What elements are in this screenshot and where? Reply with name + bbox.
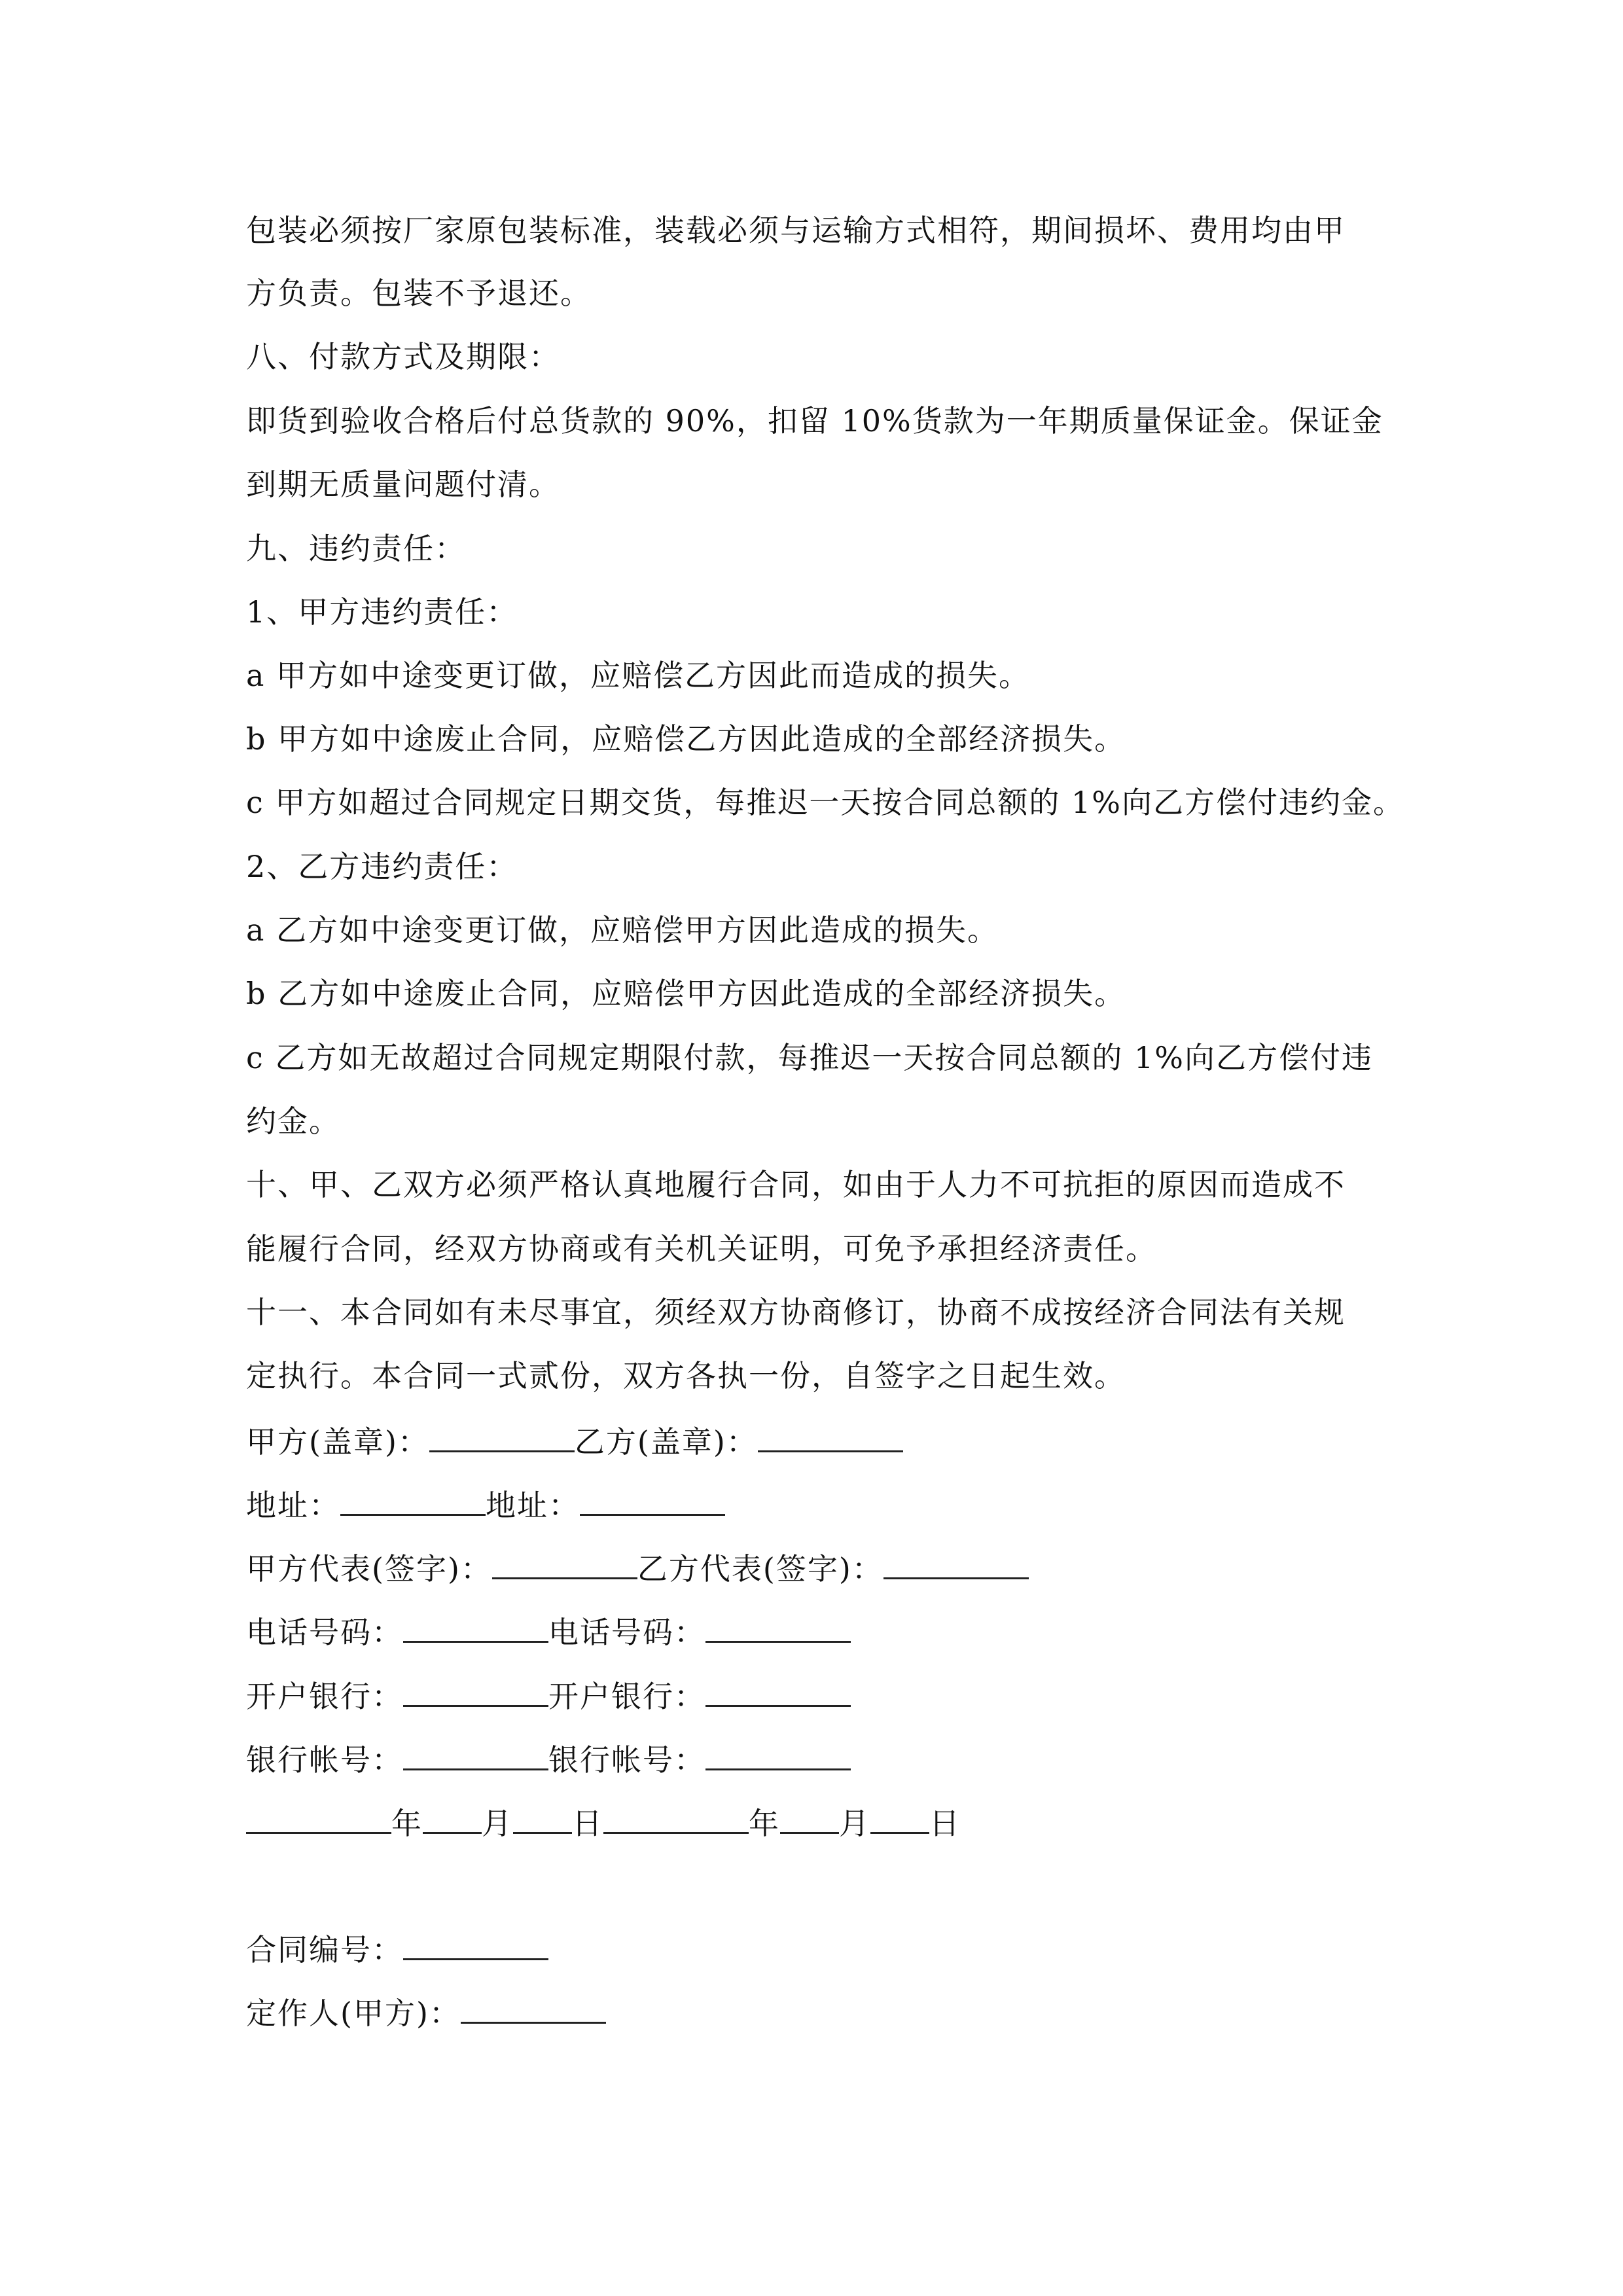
- party-b-address-blank[interactable]: [580, 1485, 725, 1516]
- clause-line: a 甲方如中途变更订做，应赔偿乙方因此而造成的损失。: [246, 658, 1031, 693]
- party-a-bank-label: 开户银行：: [246, 1679, 403, 1714]
- party-b-year-blank[interactable]: [603, 1803, 749, 1834]
- party-a-year-blank[interactable]: [246, 1803, 391, 1834]
- orderer-blank[interactable]: [461, 1993, 606, 2024]
- clause-line: 到期无质量问题付清。: [246, 467, 560, 502]
- clause-line: 能履行合同，经双方协商或有关机关证明，可免予承担经济责任。: [246, 1231, 1157, 1266]
- clause-line: b 乙方如中途废止合同，应赔偿甲方因此造成的全部经济损失。: [246, 976, 1126, 1011]
- contract-number-blank[interactable]: [403, 1929, 548, 1960]
- signature-row-representative: [246, 1549, 1029, 1587]
- clause-line: c 甲方如超过合同规定日期交货，每推迟一天按合同总额的 1%向乙方偿付违约金。: [246, 785, 1404, 820]
- party-b-phone-blank[interactable]: [705, 1612, 851, 1643]
- contract-number-label: 合同编号：: [246, 1932, 403, 1967]
- day-label: 日: [572, 1806, 603, 1841]
- party-b-bank-label: 开户银行：: [548, 1679, 705, 1714]
- party-b-seal-blank[interactable]: [758, 1422, 903, 1452]
- section-heading-payment: 八、付款方式及期限：: [246, 339, 560, 374]
- signature-row-bank: [246, 1676, 851, 1715]
- orderer-label: 定作人(甲方)：: [246, 1996, 461, 2031]
- party-b-phone-label: 电话号码：: [548, 1615, 705, 1650]
- clause-line: c 乙方如无故超过合同规定期限付款，每推迟一天按合同总额的 1%向乙方偿付违: [246, 1040, 1373, 1075]
- contract-number-row: [246, 1929, 548, 1968]
- clause-line: 包装必须按厂家原包装标准，装载必须与运输方式相符，期间损坏、费用均由甲: [246, 213, 1346, 248]
- clause-line: 十、甲、乙双方必须严格认真地履行合同，如由于人力不可抗拒的原因而造成不: [246, 1167, 1346, 1202]
- party-b-month-blank[interactable]: [780, 1803, 839, 1834]
- clause-line: a 乙方如中途变更订做，应赔偿甲方因此造成的损失。: [246, 912, 999, 948]
- date-row: [246, 1803, 961, 1842]
- day-label: 日: [929, 1806, 961, 1841]
- party-a-rep-blank[interactable]: [492, 1549, 637, 1579]
- party-b-seal-label: 乙方(盖章)：: [574, 1424, 758, 1460]
- signature-row-phone: [246, 1612, 851, 1651]
- party-a-seal-blank[interactable]: [429, 1422, 575, 1452]
- party-b-rep-blank[interactable]: [883, 1549, 1029, 1579]
- clause-line: 十一、本合同如有未尽事宜，须经双方协商修订，协商不成按经济合同法有关规: [246, 1295, 1346, 1330]
- year-label: 年: [391, 1806, 423, 1841]
- party-b-address-label: 地址：: [486, 1488, 580, 1523]
- party-a-address-label: 地址：: [246, 1488, 340, 1523]
- party-b-rep-label: 乙方代表(签字)：: [637, 1551, 883, 1587]
- subsection-heading: 1、甲方违约责任：: [246, 594, 518, 630]
- party-b-day-blank[interactable]: [870, 1803, 929, 1834]
- month-label: 月: [839, 1806, 870, 1841]
- signature-row-address: [246, 1485, 725, 1524]
- party-b-account-label: 银行帐号：: [548, 1742, 705, 1778]
- party-a-phone-label: 电话号码：: [246, 1615, 403, 1650]
- party-a-phone-blank[interactable]: [403, 1612, 548, 1643]
- clause-line: 约金。: [246, 1103, 340, 1139]
- clause-line: b 甲方如中途废止合同，应赔偿乙方因此造成的全部经济损失。: [246, 721, 1126, 757]
- signature-row-seal: [246, 1422, 903, 1460]
- party-a-address-blank[interactable]: [340, 1485, 486, 1516]
- party-a-account-label: 银行帐号：: [246, 1742, 403, 1778]
- clause-line: 定执行。本合同一式贰份，双方各执一份，自签字之日起生效。: [246, 1358, 1126, 1393]
- party-a-seal-label: 甲方(盖章)：: [246, 1424, 429, 1460]
- subsection-heading: 2、乙方违约责任：: [246, 849, 518, 884]
- party-a-account-blank[interactable]: [403, 1740, 548, 1770]
- clause-line: 即货到验收合格后付总货款的 90%，扣留 10%货款为一年期质量保证金。保证金: [246, 403, 1383, 439]
- signature-row-account: [246, 1740, 851, 1778]
- month-label: 月: [482, 1806, 513, 1841]
- party-a-month-blank[interactable]: [423, 1803, 482, 1834]
- party-b-bank-blank[interactable]: [705, 1676, 851, 1707]
- party-a-bank-blank[interactable]: [403, 1676, 548, 1707]
- section-heading-liability: 九、违约责任：: [246, 531, 466, 566]
- year-label: 年: [749, 1806, 780, 1841]
- clause-line: 方负责。包装不予退还。: [246, 276, 592, 311]
- party-a-day-blank[interactable]: [513, 1803, 572, 1834]
- party-b-account-blank[interactable]: [705, 1740, 851, 1770]
- party-a-rep-label: 甲方代表(签字)：: [246, 1551, 492, 1587]
- orderer-row: [246, 1993, 606, 2032]
